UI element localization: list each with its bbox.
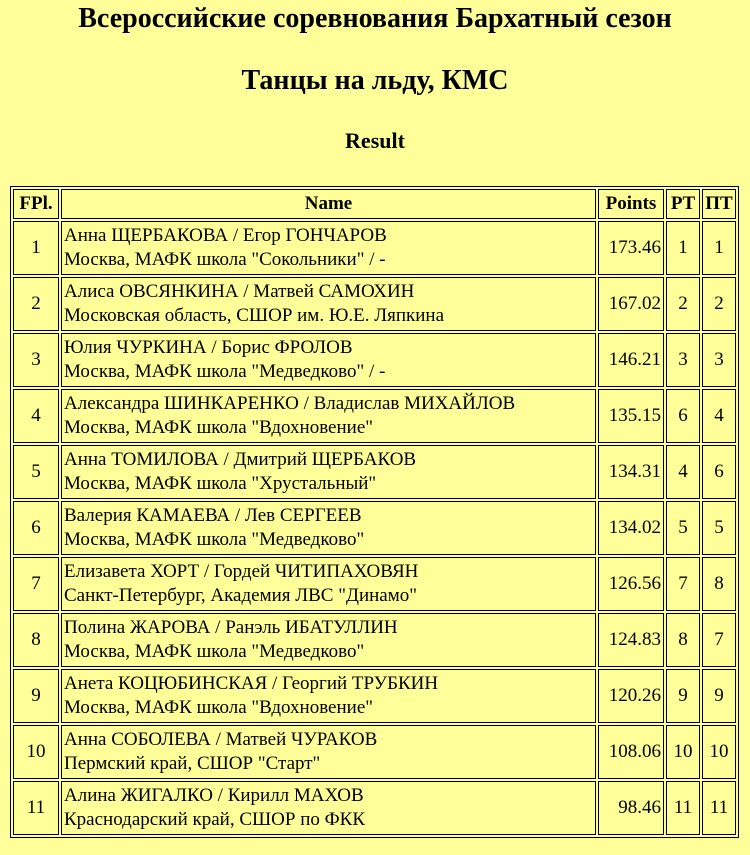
name-cell bbox=[61, 277, 596, 331]
column-header-place: FPl. bbox=[13, 189, 59, 219]
pt-cell: 3 bbox=[702, 333, 736, 387]
rt-cell: 9 bbox=[666, 669, 700, 723]
pt-cell: 9 bbox=[702, 669, 736, 723]
column-header-rt: PT bbox=[666, 189, 700, 219]
rt-cell: 5 bbox=[666, 501, 700, 555]
rt-cell: 7 bbox=[666, 557, 700, 611]
rt-cell: 2 bbox=[666, 277, 700, 331]
name-cell bbox=[61, 557, 596, 611]
points-cell: 120.26 bbox=[598, 669, 664, 723]
table-row bbox=[13, 613, 736, 667]
name-cell bbox=[61, 445, 596, 499]
club-name: Пермский край, СШОР "Старт" bbox=[64, 753, 321, 774]
pair-names: Полина ЖАРОВА / Ранэль ИБАТУЛЛИН bbox=[64, 617, 398, 638]
column-header-name: Name bbox=[61, 189, 596, 219]
club-name: Москва, МАФК школа "Хрустальный" bbox=[64, 473, 377, 494]
pt-cell: 5 bbox=[702, 501, 736, 555]
name-cell bbox=[61, 781, 596, 835]
rt-cell: 10 bbox=[666, 725, 700, 779]
name-cell bbox=[61, 613, 596, 667]
column-header-points: Points bbox=[598, 189, 664, 219]
pt-cell: 6 bbox=[702, 445, 736, 499]
pt-cell: 10 bbox=[702, 725, 736, 779]
place-cell: 7 bbox=[13, 557, 59, 611]
place-cell: 6 bbox=[13, 501, 59, 555]
page-title: Всероссийские соревнования Бархатный сезон bbox=[78, 3, 672, 34]
table-row bbox=[13, 725, 736, 779]
table-row bbox=[13, 445, 736, 499]
club-name: Московская область, СШОР им. Ю.Е. Ляпкина bbox=[64, 305, 445, 326]
table-header-row bbox=[13, 189, 736, 219]
column-header-pt: ПТ bbox=[702, 189, 736, 219]
table-row bbox=[13, 781, 736, 835]
club-name: Москва, МАФК школа "Медведково" bbox=[64, 641, 365, 662]
pair-names: Елизавета ХОРТ / Гордей ЧИТИПАХОВЯН bbox=[64, 561, 419, 582]
points-cell: 134.02 bbox=[598, 501, 664, 555]
club-name: Москва, МАФК школа "Медведково" / - bbox=[64, 361, 386, 382]
pair-names: Алиса ОВСЯНКИНА / Матвей САМОХИН bbox=[64, 281, 415, 302]
table-row bbox=[13, 333, 736, 387]
name-cell bbox=[61, 221, 596, 275]
rt-cell: 1 bbox=[666, 221, 700, 275]
section-heading: Result bbox=[345, 128, 405, 153]
pair-names: Анна ЩЕРБАКОВА / Егор ГОНЧАРОВ bbox=[64, 225, 387, 246]
pair-names: Анна ТОМИЛОВА / Дмитрий ЩЕРБАКОВ bbox=[64, 449, 417, 470]
place-cell: 5 bbox=[13, 445, 59, 499]
pt-cell: 2 bbox=[702, 277, 736, 331]
points-cell: 173.46 bbox=[598, 221, 664, 275]
points-cell: 135.15 bbox=[598, 389, 664, 443]
points-cell: 108.06 bbox=[598, 725, 664, 779]
place-cell: 11 bbox=[13, 781, 59, 835]
rt-cell: 8 bbox=[666, 613, 700, 667]
points-cell: 124.83 bbox=[598, 613, 664, 667]
pt-cell: 4 bbox=[702, 389, 736, 443]
place-cell: 8 bbox=[13, 613, 59, 667]
event-subtitle: Танцы на льду, КМС bbox=[241, 65, 509, 96]
place-cell: 10 bbox=[13, 725, 59, 779]
pair-names: Юлия ЧУРКИНА / Борис ФРОЛОВ bbox=[64, 337, 353, 358]
pair-names: Александра ШИНКАРЕНКО / Владислав МИХАЙЛОВ bbox=[64, 393, 516, 414]
name-cell bbox=[61, 333, 596, 387]
results-table bbox=[10, 186, 739, 838]
table-row bbox=[13, 557, 736, 611]
name-cell bbox=[61, 725, 596, 779]
club-name: Москва, МАФК школа "Медведково" bbox=[64, 529, 365, 550]
name-cell bbox=[61, 501, 596, 555]
points-cell: 126.56 bbox=[598, 557, 664, 611]
place-cell: 3 bbox=[13, 333, 59, 387]
rt-cell: 11 bbox=[666, 781, 700, 835]
pair-names: Валерия КАМАЕВА / Лев СЕРГЕЕВ bbox=[64, 505, 362, 526]
place-cell: 2 bbox=[13, 277, 59, 331]
place-cell: 9 bbox=[13, 669, 59, 723]
table-row bbox=[13, 669, 736, 723]
club-name: Санкт-Петербург, Академия ЛВС "Динамо" bbox=[64, 585, 417, 606]
place-cell: 1 bbox=[13, 221, 59, 275]
results-body bbox=[13, 221, 736, 835]
table-row bbox=[13, 277, 736, 331]
pt-cell: 8 bbox=[702, 557, 736, 611]
table-row bbox=[13, 221, 736, 275]
pair-names: Анета КОЦЮБИНСКАЯ / Георгий ТРУБКИН bbox=[64, 673, 439, 694]
table-row bbox=[13, 501, 736, 555]
pair-names: Алина ЖИГАЛКО / Кирилл МАХОВ bbox=[64, 785, 364, 806]
club-name: Москва, МАФК школа "Вдохновение" bbox=[64, 417, 374, 438]
rt-cell: 3 bbox=[666, 333, 700, 387]
rt-cell: 6 bbox=[666, 389, 700, 443]
points-cell: 167.02 bbox=[598, 277, 664, 331]
place-cell: 4 bbox=[13, 389, 59, 443]
pair-names: Анна СОБОЛЕВА / Матвей ЧУРАКОВ bbox=[64, 729, 378, 750]
points-cell: 146.21 bbox=[598, 333, 664, 387]
pt-cell: 7 bbox=[702, 613, 736, 667]
points-cell: 98.46 bbox=[598, 781, 664, 835]
club-name: Москва, МАФК школа "Вдохновение" bbox=[64, 697, 374, 718]
pt-cell: 1 bbox=[702, 221, 736, 275]
rt-cell: 4 bbox=[666, 445, 700, 499]
club-name: Москва, МАФК школа "Сокольники" / - bbox=[64, 249, 386, 270]
table-row bbox=[13, 389, 736, 443]
club-name: Краснодарский край, СШОР по ФКК bbox=[64, 809, 365, 830]
name-cell bbox=[61, 669, 596, 723]
points-cell: 134.31 bbox=[598, 445, 664, 499]
name-cell bbox=[61, 389, 596, 443]
pt-cell: 11 bbox=[702, 781, 736, 835]
